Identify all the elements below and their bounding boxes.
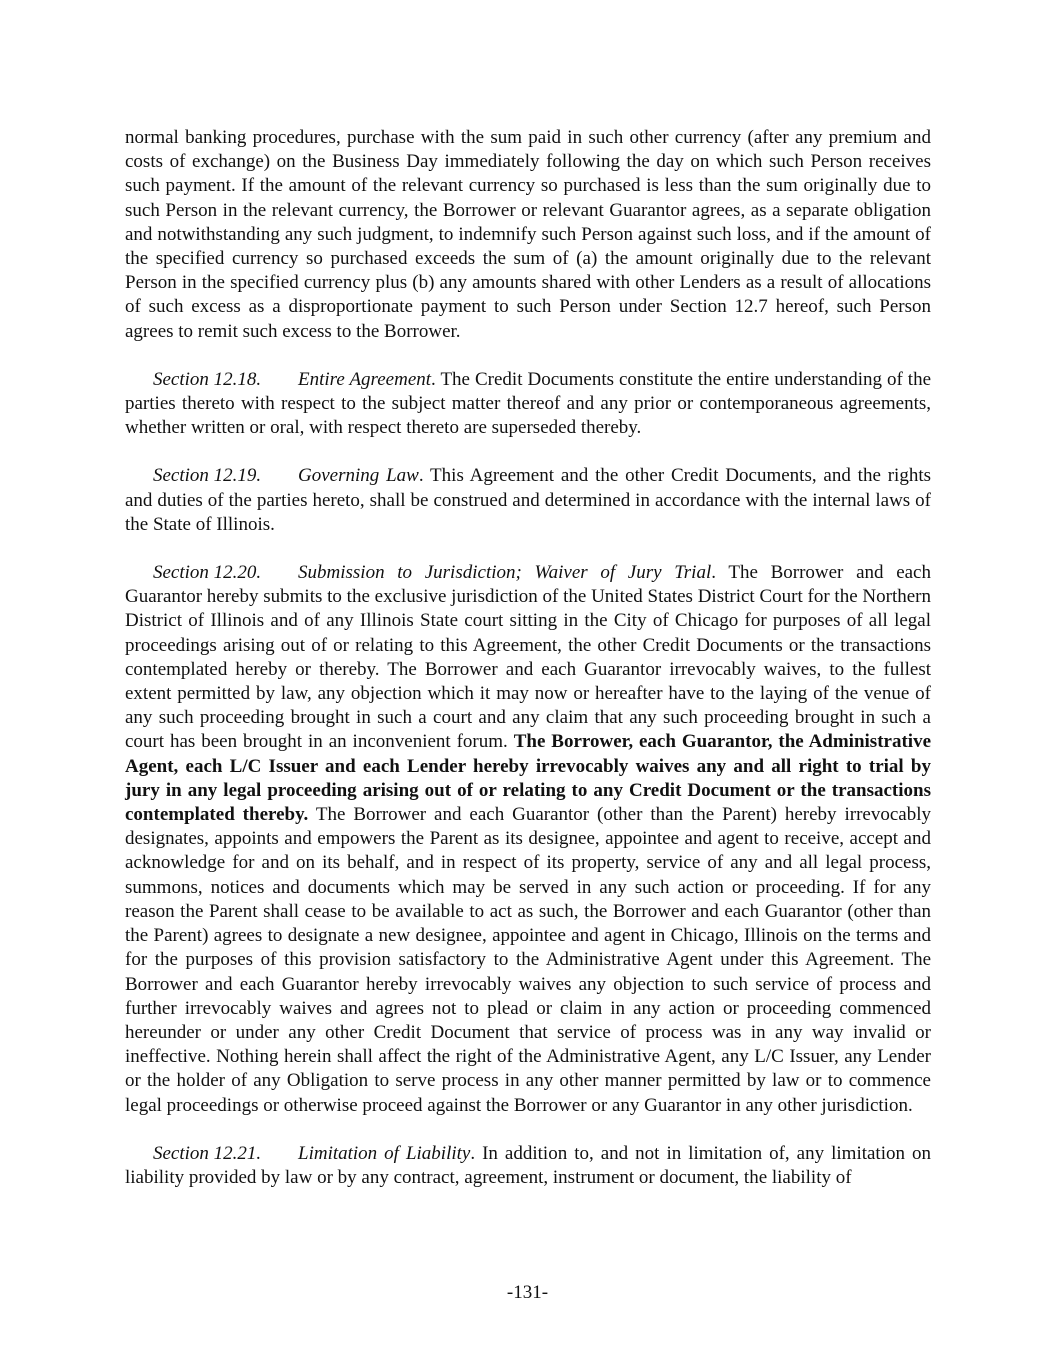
document-body: [125, 126, 931, 1214]
paragraph-continuation: normal banking procedures, purchase with the sum paid in such other currency (after any premium and costs of exchange) on the Business Day immediately following the day on which such Person receives such payment. If the amount of the relevant currency so purchased is less than the sum originally due to such Person in the relevant currency, the Borrower or relevant Guarantor agrees, as a separate obligation and notwithstanding any such judgment, to indemnify such Person against such loss, and if the amount of the specified currency so purchased exceeds the sum of (a) the amount originally due to the relevant Person in the specified currency plus (b) any amounts shared with other Lenders as a result of allocations of such excess as a disproportionate payment to such Person under Section 12.7 hereof, such Person agrees to remit such excess to the Borrower.: [125, 127, 931, 342]
section-text: . The Borrower and each Guarantor hereby submits to the exclusive jurisdiction of the United States District Court for the Northern District of Illinois and of any Illinois State court sitting in the City of Chicago for purposes of all legal proceedings arising out of or relating to this Agreement, the other Credit Documents or the transactions contemplated hereby or thereby. The Borrower and each Guarantor irrevocably waives, to the fullest extent permitted by law, any objection which it may now or hereafter have to the laying of the venue of any such proceeding brought in such a court and any claim that any such proceeding brought in such a court has been brought in an inconvenient forum.: [125, 562, 931, 753]
section-number: Section 12.20.: [153, 562, 262, 584]
jury-waiver-bold-text: The Borrower, each Guarantor, the Administrative Agent, each L/C Issuer and each Lender hereby irrevocably waives any and all right to trial by jury in any legal proceeding arising out of or relating to any Credit Document or the transactions contemplated thereby.: [125, 731, 932, 826]
section-text: . This Agreement and the other Credit Documents, and the rights and duties of the parties hereto, shall be construed and determined in accordance with the internal laws of the State of Illinois.: [125, 465, 931, 535]
section-title: Governing Law: [298, 465, 419, 487]
section-number: Section 12.18.: [153, 368, 262, 390]
section-title: Limitation of Liability: [298, 1142, 471, 1164]
section-title: Submission to Jurisdiction; Waiver of Jury Trial: [298, 562, 712, 584]
section-12-18: [125, 368, 931, 441]
section-text: . In addition to, and not in limitation of, any limitation on liability provided by law or by any contract, agreement, instrument or document, the liability of: [125, 1142, 931, 1188]
section-title: Entire Agreement: [298, 368, 432, 390]
section-12-21: [125, 1142, 931, 1190]
section-number: Section 12.19.: [153, 465, 262, 487]
section-text: . The Credit Documents constitute the entire understanding of the parties thereto with respect to the subject matter thereof and any prior or contemporaneous agreements, whether written or oral, with respect thereto are superseded thereby.: [125, 368, 932, 439]
section-number: Section 12.21.: [153, 1142, 262, 1164]
section-text-continued: The Borrower and each Guarantor (other than the Parent) hereby irrevocably designates, appoints and empowers the Parent as its designee, appointee and agent to receive, accept and acknowledge for and on its behalf, and in respect of its property, service of any and all legal process, summons, notices and documents which may be served in any such action or proceeding. If for any reason the Parent shall cease to be available to act as such, the Borrower and each Guarantor (other than the Parent) agrees to designate a new designee, appointee and agent in Chicago, Illinois on the terms and for the purposes of this provision satisfactory to the Administrative Agent under this Agreement. The Borrower and each Guarantor hereby irrevocably waives any objection to such service of process and further irrevocably waives and agrees not to plead or claim in any action or proceeding commenced hereunder or under any other Credit Document that service of process was in any way invalid or ineffective. Nothing herein shall affect the right of the Administrative Agent, any L/C Issuer, any Lender or the holder of any Obligation to serve process in any other manner permitted by law or to commence legal proceedings or otherwise proceed against the Borrower or any Guarantor in any other jurisdiction.: [125, 804, 931, 1116]
section-12-20: [125, 561, 931, 1118]
section-12-19: [125, 464, 931, 537]
page-number: -131-: [506, 1282, 549, 1303]
